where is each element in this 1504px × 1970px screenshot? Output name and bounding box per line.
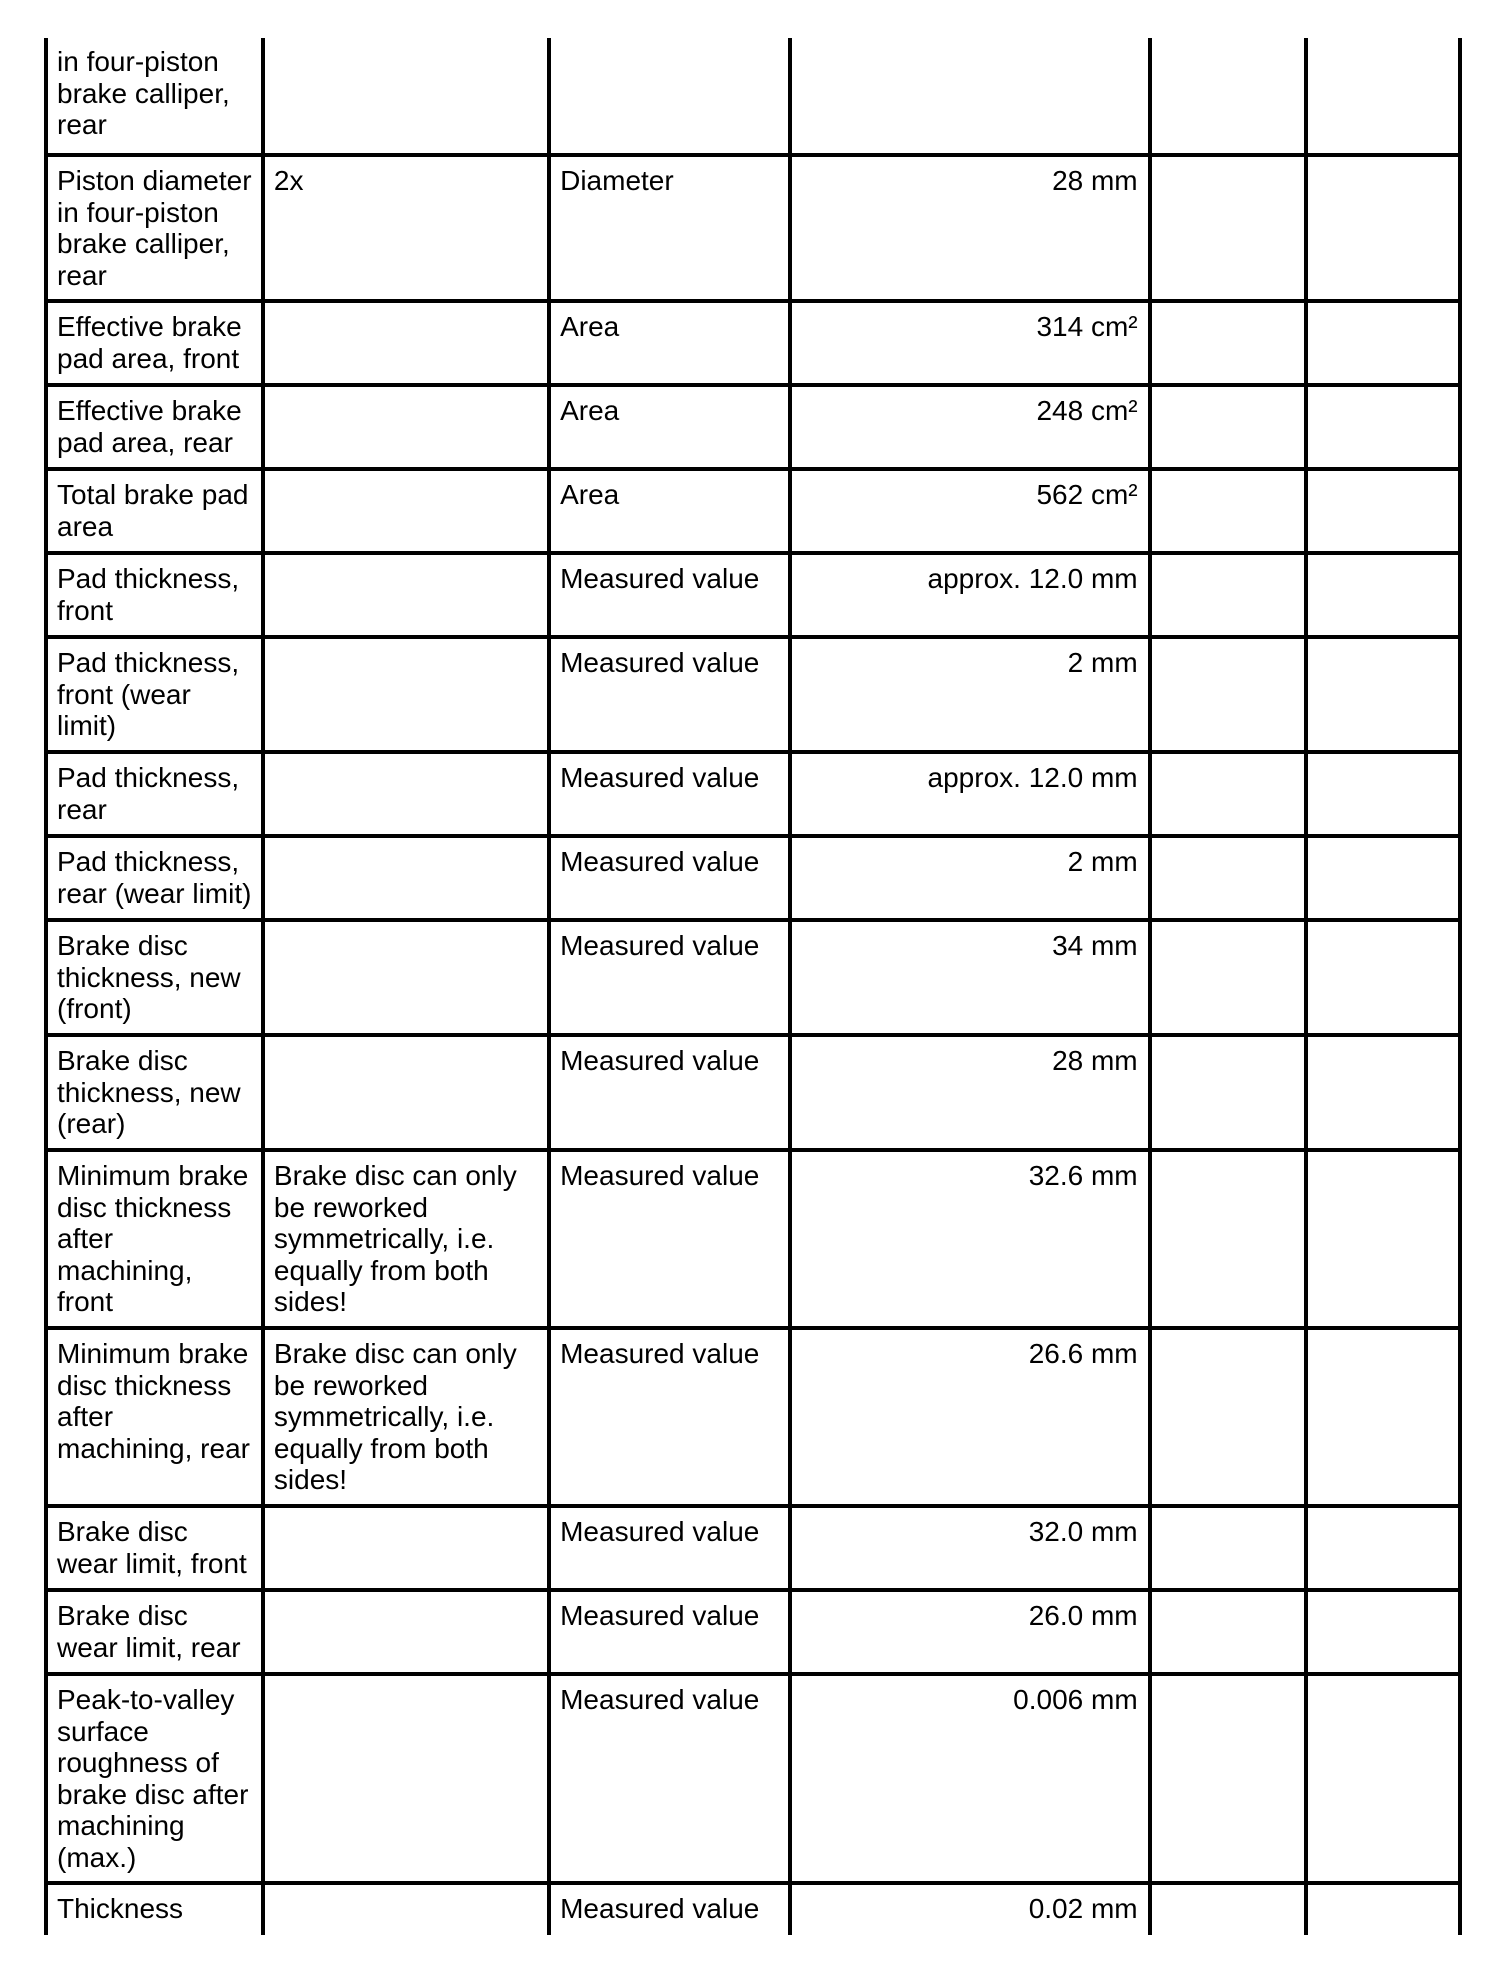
description-cell: Pad thickness, rear (wear limit) <box>46 836 263 920</box>
empty-cell <box>1306 1150 1460 1328</box>
brake-specification-table <box>44 38 1462 1935</box>
value-cell: 28 mm <box>790 1035 1150 1150</box>
empty-cell <box>1306 155 1460 301</box>
empty-cell <box>1306 637 1460 752</box>
type-cell <box>549 38 790 155</box>
note-cell <box>263 1590 549 1674</box>
table-row <box>46 155 1460 301</box>
description-cell: Effective brake pad area, rear <box>46 385 263 469</box>
note-cell <box>263 301 549 385</box>
empty-cell <box>1306 1328 1460 1506</box>
empty-cell <box>1150 637 1307 752</box>
empty-cell <box>1306 920 1460 1035</box>
value-cell: 314 cm² <box>790 301 1150 385</box>
empty-cell <box>1306 1590 1460 1674</box>
empty-cell <box>1150 38 1307 155</box>
type-cell: Measured value <box>549 1506 790 1590</box>
table-row <box>46 1035 1460 1150</box>
value-cell: 562 cm² <box>790 469 1150 553</box>
type-cell: Measured value <box>549 637 790 752</box>
empty-cell <box>1150 155 1307 301</box>
empty-cell <box>1306 38 1460 155</box>
description-cell: Brake disc wear limit, rear <box>46 1590 263 1674</box>
value-cell: 26.0 mm <box>790 1590 1150 1674</box>
table-row <box>46 38 1460 155</box>
note-cell <box>263 637 549 752</box>
description-cell: Brake disc wear limit, front <box>46 1506 263 1590</box>
note-cell <box>263 1674 549 1883</box>
value-cell: 32.6 mm <box>790 1150 1150 1328</box>
value-cell: approx. 12.0 mm <box>790 553 1150 637</box>
note-cell <box>263 469 549 553</box>
table-row <box>46 1150 1460 1328</box>
empty-cell <box>1150 1590 1307 1674</box>
note-cell: 2x <box>263 155 549 301</box>
note-cell <box>263 38 549 155</box>
type-cell: Measured value <box>549 1035 790 1150</box>
empty-cell <box>1306 1883 1460 1935</box>
note-cell <box>263 836 549 920</box>
table-row <box>46 385 1460 469</box>
empty-cell <box>1306 1506 1460 1590</box>
description-cell: Minimum brake disc thickness after machining, rear <box>46 1328 263 1506</box>
table-row <box>46 920 1460 1035</box>
type-cell: Measured value <box>549 1150 790 1328</box>
description-cell: Thickness <box>46 1883 263 1935</box>
note-cell <box>263 1035 549 1150</box>
description-cell: in four-piston brake calliper, rear <box>46 38 263 155</box>
empty-cell <box>1306 752 1460 836</box>
table-row <box>46 553 1460 637</box>
value-cell: 2 mm <box>790 836 1150 920</box>
value-cell: 0.006 mm <box>790 1674 1150 1883</box>
empty-cell <box>1150 1150 1307 1328</box>
table-row <box>46 1328 1460 1506</box>
value-cell: approx. 12.0 mm <box>790 752 1150 836</box>
empty-cell <box>1306 301 1460 385</box>
empty-cell <box>1150 1883 1307 1935</box>
empty-cell <box>1306 385 1460 469</box>
description-cell: Brake disc thickness, new (rear) <box>46 1035 263 1150</box>
empty-cell <box>1306 836 1460 920</box>
type-cell: Measured value <box>549 920 790 1035</box>
empty-cell <box>1150 1035 1307 1150</box>
table-row <box>46 469 1460 553</box>
type-cell: Area <box>549 469 790 553</box>
value-cell: 26.6 mm <box>790 1328 1150 1506</box>
type-cell: Measured value <box>549 1674 790 1883</box>
empty-cell <box>1150 920 1307 1035</box>
table-row <box>46 1674 1460 1883</box>
description-cell: Effective brake pad area, front <box>46 301 263 385</box>
type-cell: Area <box>549 385 790 469</box>
type-cell: Measured value <box>549 1328 790 1506</box>
description-cell: Total brake pad area <box>46 469 263 553</box>
note-cell <box>263 1506 549 1590</box>
empty-cell <box>1150 1674 1307 1883</box>
description-cell: Pad thickness, front <box>46 553 263 637</box>
note-cell <box>263 1883 549 1935</box>
type-cell: Measured value <box>549 752 790 836</box>
table-row <box>46 637 1460 752</box>
value-cell: 2 mm <box>790 637 1150 752</box>
empty-cell <box>1150 301 1307 385</box>
table-row <box>46 836 1460 920</box>
note-cell <box>263 920 549 1035</box>
description-cell: Piston diameter in four-piston brake calliper, rear <box>46 155 263 301</box>
value-cell: 248 cm² <box>790 385 1150 469</box>
type-cell: Measured value <box>549 1590 790 1674</box>
type-cell: Area <box>549 301 790 385</box>
empty-cell <box>1306 1674 1460 1883</box>
value-cell: 32.0 mm <box>790 1506 1150 1590</box>
description-cell: Brake disc thickness, new (front) <box>46 920 263 1035</box>
description-cell: Minimum brake disc thickness after machining, front <box>46 1150 263 1328</box>
description-cell: Peak-to-valley surface roughness of brake disc after machining (max.) <box>46 1674 263 1883</box>
note-cell <box>263 553 549 637</box>
note-cell <box>263 752 549 836</box>
empty-cell <box>1150 1506 1307 1590</box>
value-cell <box>790 38 1150 155</box>
empty-cell <box>1150 469 1307 553</box>
empty-cell <box>1150 752 1307 836</box>
type-cell: Diameter <box>549 155 790 301</box>
value-cell: 34 mm <box>790 920 1150 1035</box>
empty-cell <box>1150 1328 1307 1506</box>
empty-cell <box>1306 1035 1460 1150</box>
table-row <box>46 1506 1460 1590</box>
table-row <box>46 301 1460 385</box>
table-row <box>46 1883 1460 1935</box>
type-cell: Measured value <box>549 1883 790 1935</box>
type-cell: Measured value <box>549 836 790 920</box>
empty-cell <box>1150 836 1307 920</box>
table-row <box>46 1590 1460 1674</box>
empty-cell <box>1306 553 1460 637</box>
value-cell: 28 mm <box>790 155 1150 301</box>
note-cell <box>263 385 549 469</box>
empty-cell <box>1150 385 1307 469</box>
table-row <box>46 752 1460 836</box>
empty-cell <box>1150 553 1307 637</box>
type-cell: Measured value <box>549 553 790 637</box>
value-cell: 0.02 mm <box>790 1883 1150 1935</box>
note-cell: Brake disc can only be reworked symmetrically, i.e. equally from both sides! <box>263 1328 549 1506</box>
empty-cell <box>1306 469 1460 553</box>
note-cell: Brake disc can only be reworked symmetrically, i.e. equally from both sides! <box>263 1150 549 1328</box>
description-cell: Pad thickness, rear <box>46 752 263 836</box>
description-cell: Pad thickness, front (wear limit) <box>46 637 263 752</box>
